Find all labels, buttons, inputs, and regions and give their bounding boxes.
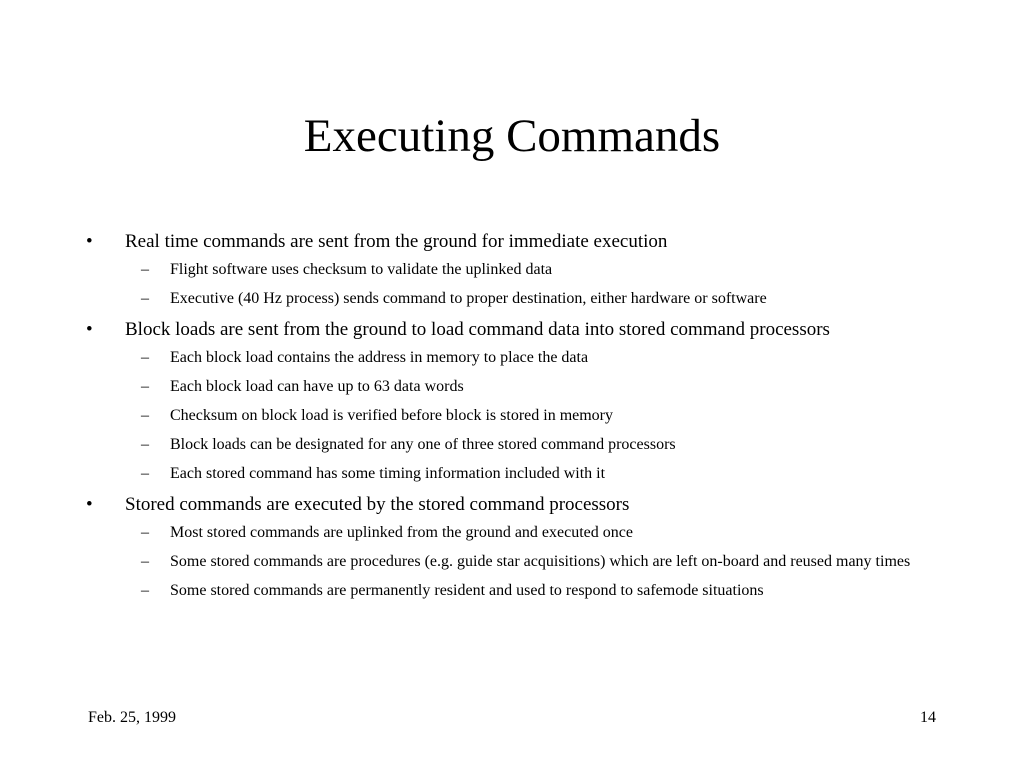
sub-item-text: Each block load can have up to 63 data words bbox=[170, 378, 464, 395]
dash-icon: – bbox=[141, 436, 149, 453]
bullet-text: Stored commands are executed by the stored command processors bbox=[125, 494, 630, 515]
bullet-item bbox=[86, 316, 916, 485]
sub-item-text: Flight software uses checksum to validate the uplinked data bbox=[170, 261, 553, 278]
sub-item-text: Most stored commands are uplinked from the ground and executed once bbox=[170, 524, 633, 541]
sub-list bbox=[125, 258, 916, 310]
sub-item bbox=[125, 346, 916, 369]
sub-item-text: Each block load contains the address in memory to place the data bbox=[170, 349, 589, 366]
bullet-icon: • bbox=[86, 494, 93, 515]
dash-icon: – bbox=[141, 524, 149, 541]
sub-item-text: Some stored commands are permanently resident and used to respond to safemode situations bbox=[170, 582, 764, 599]
sub-item-text: Each stored command has some timing information included with it bbox=[170, 465, 606, 482]
sub-item bbox=[125, 287, 916, 310]
sub-list bbox=[125, 521, 916, 602]
sub-item-text: Checksum on block load is verified before block is stored in memory bbox=[170, 407, 614, 424]
sub-item bbox=[125, 258, 916, 281]
sub-item-text: Executive (40 Hz process) sends command to proper destination, either hardware or software bbox=[170, 290, 767, 307]
sub-item bbox=[125, 462, 916, 485]
sub-item bbox=[125, 375, 916, 398]
dash-icon: – bbox=[141, 553, 149, 570]
dash-icon: – bbox=[141, 349, 149, 366]
dash-icon: – bbox=[141, 378, 149, 395]
dash-icon: – bbox=[141, 261, 149, 278]
sub-item bbox=[125, 521, 916, 544]
page-number: 14 bbox=[920, 709, 936, 726]
sub-item bbox=[125, 550, 916, 573]
sub-item bbox=[125, 433, 916, 456]
sub-item bbox=[125, 404, 916, 427]
bullet-list bbox=[86, 228, 916, 608]
sub-item bbox=[125, 579, 916, 602]
slide-title: Executing Commands bbox=[303, 110, 721, 162]
dash-icon: – bbox=[141, 407, 149, 424]
bullet-item bbox=[86, 491, 916, 602]
bullet-text: Real time commands are sent from the ground for immediate execution bbox=[125, 231, 668, 252]
sub-item-text: Block loads can be designated for any one of three stored command processors bbox=[170, 436, 676, 453]
bullet-text: Block loads are sent from the ground to load command data into stored command processors bbox=[125, 319, 830, 340]
footer-date: Feb. 25, 1999 bbox=[88, 709, 176, 726]
sub-item-text: Some stored commands are procedures (e.g. guide star acquisitions) which are left on-board and reused many times bbox=[170, 553, 911, 570]
bullet-item bbox=[86, 228, 916, 310]
dash-icon: – bbox=[141, 465, 149, 482]
sub-list bbox=[125, 346, 916, 485]
dash-icon: – bbox=[141, 582, 149, 599]
bullet-icon: • bbox=[86, 231, 93, 252]
dash-icon: – bbox=[141, 290, 149, 307]
bullet-icon: • bbox=[86, 319, 93, 340]
